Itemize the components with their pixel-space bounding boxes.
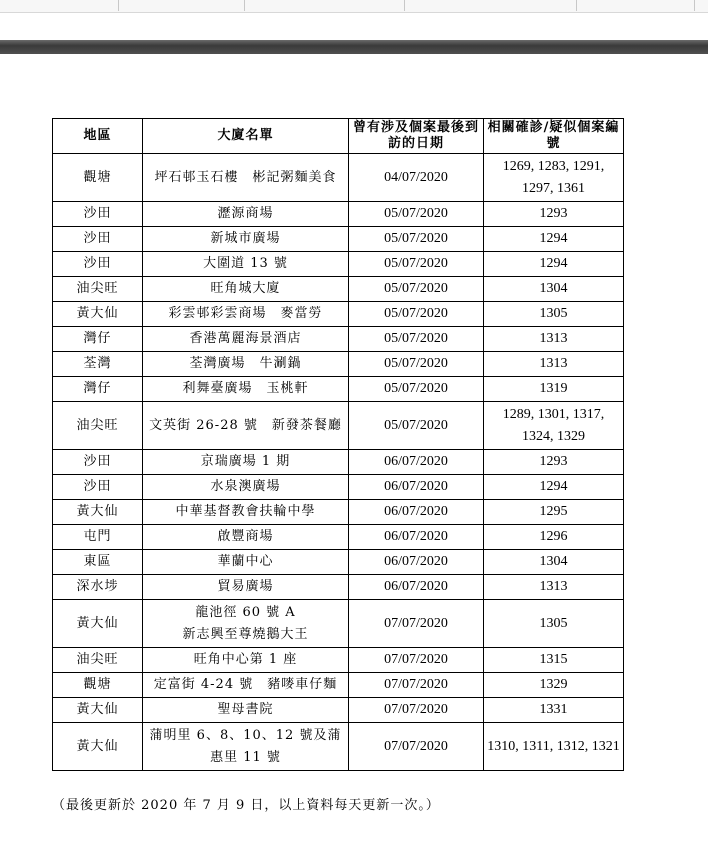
- cases-cell: 1315: [484, 648, 624, 673]
- table-row: [53, 550, 624, 575]
- divider: [404, 0, 405, 11]
- date-cell: 05/07/2020: [349, 327, 484, 352]
- building-cell: [143, 525, 349, 550]
- building-cell: [143, 575, 349, 600]
- district-cell: 黃大仙: [53, 302, 143, 327]
- table-row: [53, 202, 624, 227]
- table-header-row: [53, 119, 624, 154]
- district-cell: 東區: [53, 550, 143, 575]
- building-name: 定富街 4-24 號 豬嘜車仔麵: [153, 677, 338, 692]
- table-row: [53, 575, 624, 600]
- date-cell: 07/07/2020: [349, 673, 484, 698]
- header-building: 大廈名單: [143, 119, 349, 154]
- cases-cell: 1296: [484, 525, 624, 550]
- district-cell: 灣仔: [53, 377, 143, 402]
- building-name: 香港萬麗海景酒店: [189, 331, 302, 346]
- date-cell: 05/07/2020: [349, 352, 484, 377]
- table-row: [53, 475, 624, 500]
- district-cell: 沙田: [53, 475, 143, 500]
- date-cell: 05/07/2020: [349, 227, 484, 252]
- table-row: [53, 402, 624, 450]
- district-cell: 油尖旺: [53, 648, 143, 673]
- building-cell: [143, 327, 349, 352]
- table-row: [53, 327, 624, 352]
- cases-cell: 1305: [484, 600, 624, 648]
- cases-cell: 1294: [484, 252, 624, 277]
- district-cell: 沙田: [53, 227, 143, 252]
- table-row: [53, 252, 624, 277]
- district-cell: 深水埗: [53, 575, 143, 600]
- divider: [244, 0, 245, 11]
- cases-cell: 1304: [484, 277, 624, 302]
- building-cell: [143, 600, 349, 648]
- building-cell: [143, 673, 349, 698]
- building-name: 京瑞廣場 1 期: [200, 454, 291, 469]
- header-district: 地區: [53, 119, 143, 154]
- divider: [118, 0, 119, 11]
- building-cell: [143, 402, 349, 450]
- building-name: 中華基督教會扶輪中學: [175, 504, 316, 519]
- district-cell: 灣仔: [53, 327, 143, 352]
- cases-cell: 1305: [484, 302, 624, 327]
- cases-cell: 1304: [484, 550, 624, 575]
- building-cell: [143, 475, 349, 500]
- table-row: [53, 648, 624, 673]
- building-cell: [143, 154, 349, 202]
- cases-cell: 1293: [484, 450, 624, 475]
- header-date: 曾有涉及個案最後到訪的日期: [349, 119, 484, 154]
- table-row: [53, 600, 624, 648]
- date-cell: 07/07/2020: [349, 600, 484, 648]
- building-cell: [143, 500, 349, 525]
- building-name: 瀝源商場: [217, 206, 274, 221]
- cases-cell: 1294: [484, 227, 624, 252]
- district-cell: 油尖旺: [53, 277, 143, 302]
- date-cell: 06/07/2020: [349, 500, 484, 525]
- table-row: [53, 227, 624, 252]
- table-row: [53, 500, 624, 525]
- building-name: 龍池徑 60 號 A: [195, 604, 296, 620]
- building-cell: [143, 648, 349, 673]
- building-name: 彩雲邨彩雲商場 麥當勞: [168, 306, 323, 321]
- district-cell: 黃大仙: [53, 698, 143, 723]
- district-cell: 荃灣: [53, 352, 143, 377]
- cases-cell: 1294: [484, 475, 624, 500]
- district-cell: 觀塘: [53, 673, 143, 698]
- date-cell: 05/07/2020: [349, 277, 484, 302]
- building-cell: [143, 352, 349, 377]
- date-cell: 06/07/2020: [349, 475, 484, 500]
- table-row: [53, 302, 624, 327]
- building-name: 啟豐商場: [217, 529, 274, 544]
- header-cases: 相關確診/疑似個案編號: [484, 119, 624, 154]
- district-cell: 沙田: [53, 202, 143, 227]
- district-cell: 黃大仙: [53, 600, 143, 648]
- building-name: 貿易廣場: [217, 579, 274, 594]
- building-name: 新志興至尊燒鵝大王: [182, 626, 309, 642]
- cases-cell: 1269, 1283, 1291, 1297, 1361: [484, 154, 624, 202]
- building-cell: [143, 377, 349, 402]
- building-name: 華蘭中心: [217, 554, 274, 569]
- building-cell: [143, 202, 349, 227]
- table-row: [53, 377, 624, 402]
- cases-cell: 1329: [484, 673, 624, 698]
- building-cell: [143, 723, 349, 771]
- building-name: 水泉澳廣場: [210, 479, 281, 494]
- building-name: 新城市廣場: [210, 231, 281, 246]
- date-cell: 07/07/2020: [349, 723, 484, 771]
- cases-cell: 1289, 1301, 1317, 1324, 1329: [484, 402, 624, 450]
- district-cell: 沙田: [53, 252, 143, 277]
- building-name: 旺角城大廈: [210, 281, 281, 296]
- table-row: [53, 450, 624, 475]
- date-cell: 05/07/2020: [349, 252, 484, 277]
- divider: [694, 0, 695, 11]
- building-name: 文英街 26-28 號 新發茶餐廳: [149, 417, 342, 433]
- table-row: [53, 154, 624, 202]
- divider: [576, 0, 577, 11]
- district-cell: 屯門: [53, 525, 143, 550]
- date-cell: 05/07/2020: [349, 377, 484, 402]
- building-cell: [143, 550, 349, 575]
- building-name: 利舞臺廣場 玉桃軒: [182, 381, 309, 396]
- date-cell: 07/07/2020: [349, 648, 484, 673]
- footnote: （最後更新於 2020 年 7 月 9 日，以上資料每天更新一次。）: [52, 798, 440, 813]
- building-name: 聖母書院: [217, 702, 274, 717]
- browser-top-strip: [0, 0, 708, 13]
- date-cell: 06/07/2020: [349, 575, 484, 600]
- district-cell: 黃大仙: [53, 723, 143, 771]
- building-name: 荃灣廣場 牛涮鍋: [189, 356, 302, 371]
- building-name: 蒲明里 6、8、10、12 號及蒲: [149, 727, 342, 743]
- date-cell: 06/07/2020: [349, 525, 484, 550]
- cases-cell: 1313: [484, 575, 624, 600]
- building-cell: [143, 227, 349, 252]
- table-row: [53, 352, 624, 377]
- table-row: [53, 525, 624, 550]
- table-row: [53, 698, 624, 723]
- cases-cell: 1293: [484, 202, 624, 227]
- date-cell: 05/07/2020: [349, 302, 484, 327]
- building-list-table: [52, 118, 624, 771]
- building-name: 大圍道 13 號: [203, 256, 288, 271]
- cases-cell: 1295: [484, 500, 624, 525]
- district-cell: 黃大仙: [53, 500, 143, 525]
- building-name: 坪石邨玉石樓 彬記粥麵美食: [154, 169, 337, 185]
- table-row: [53, 277, 624, 302]
- table-row: [53, 723, 624, 771]
- district-cell: 沙田: [53, 450, 143, 475]
- date-cell: 05/07/2020: [349, 402, 484, 450]
- building-name: 旺角中心第 1 座: [193, 652, 298, 667]
- district-cell: 油尖旺: [53, 402, 143, 450]
- date-cell: 06/07/2020: [349, 550, 484, 575]
- viewer-separator-bar: [0, 40, 708, 54]
- cases-cell: 1319: [484, 377, 624, 402]
- building-cell: [143, 252, 349, 277]
- cases-cell: 1310, 1311, 1312, 1321: [484, 723, 624, 771]
- building-cell: [143, 302, 349, 327]
- table-row: [53, 673, 624, 698]
- cases-cell: 1313: [484, 327, 624, 352]
- building-cell: [143, 450, 349, 475]
- cases-cell: 1331: [484, 698, 624, 723]
- district-cell: 觀塘: [53, 154, 143, 202]
- building-name: 惠里 11 號: [210, 749, 281, 765]
- building-cell: [143, 698, 349, 723]
- date-cell: 04/07/2020: [349, 154, 484, 202]
- building-cell: [143, 277, 349, 302]
- cases-cell: 1313: [484, 352, 624, 377]
- date-cell: 05/07/2020: [349, 202, 484, 227]
- date-cell: 06/07/2020: [349, 450, 484, 475]
- date-cell: 07/07/2020: [349, 698, 484, 723]
